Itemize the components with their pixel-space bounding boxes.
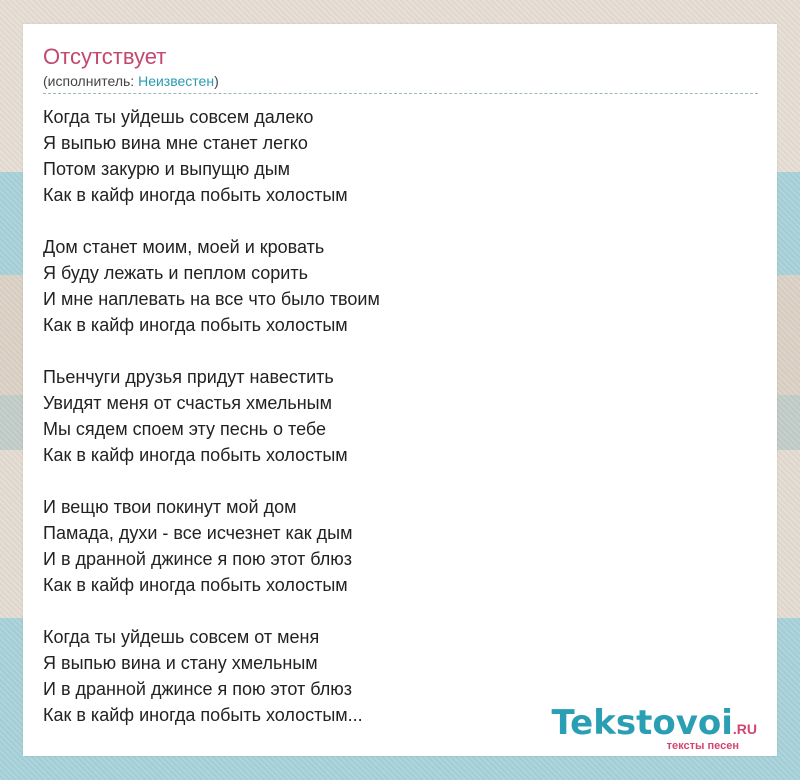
site-logo[interactable] bbox=[551, 703, 758, 752]
lyric-line: Как в кайф иногда побыть холостым bbox=[43, 185, 348, 205]
song-header bbox=[43, 44, 758, 94]
lyric-line: Я выпью вина мне станет легко bbox=[43, 133, 308, 153]
lyrics-card bbox=[23, 24, 777, 756]
artist-prefix: (исполнитель: bbox=[43, 73, 139, 89]
stanza bbox=[43, 494, 758, 598]
artist-line bbox=[43, 71, 758, 91]
lyric-line: Мы сядем споем эту песнь о тебе bbox=[43, 419, 327, 439]
logo-name: Tekstovoi bbox=[551, 703, 733, 743]
lyric-line: И вещю твои покинут мой дом bbox=[43, 497, 297, 517]
lyric-line: Пьенчуги друзья придут навестить bbox=[43, 367, 334, 387]
lyric-line: Я выпью вина и стану хмельным bbox=[43, 653, 318, 673]
lyric-line: Как в кайф иногда побыть холостым... bbox=[43, 705, 363, 725]
artist-suffix: ) bbox=[214, 73, 219, 89]
lyric-line: Потом закурю и выпущю дым bbox=[43, 159, 291, 179]
logo-tld: .RU bbox=[732, 721, 757, 737]
artist-link[interactable]: Неизвестен bbox=[138, 73, 215, 89]
lyric-line: Как в кайф иногда побыть холостым bbox=[43, 315, 348, 335]
lyric-line: Памада, духи - все исчезнет как дым bbox=[43, 523, 353, 543]
lyrics-body bbox=[43, 104, 758, 728]
lyric-line: Дом станет моим, моей и кровать bbox=[43, 237, 325, 257]
stanza bbox=[43, 104, 758, 208]
stanza bbox=[43, 364, 758, 468]
lyric-line: Как в кайф иногда побыть холостым bbox=[43, 445, 348, 465]
lyric-line: Как в кайф иногда побыть холостым bbox=[43, 575, 348, 595]
logo-tagline: тексты песен bbox=[666, 740, 739, 752]
lyric-line: Я буду лежать и пеплом сорить bbox=[43, 263, 308, 283]
lyric-line: И мне наплевать на все что было твоим bbox=[43, 289, 380, 309]
lyric-line: Увидят меня от счастья хмельным bbox=[43, 393, 332, 413]
lyric-line: Когда ты уйдешь совсем далеко bbox=[43, 107, 314, 127]
lyric-line: И в дранной джинсе я пою этот блюз bbox=[43, 549, 352, 569]
lyric-line: Когда ты уйдешь совсем от меня bbox=[43, 627, 320, 647]
stanza bbox=[43, 234, 758, 338]
song-title: Отсутствует bbox=[43, 44, 167, 69]
logo-wordmark bbox=[551, 703, 758, 743]
lyric-line: И в дранной джинсе я пою этот блюз bbox=[43, 679, 352, 699]
